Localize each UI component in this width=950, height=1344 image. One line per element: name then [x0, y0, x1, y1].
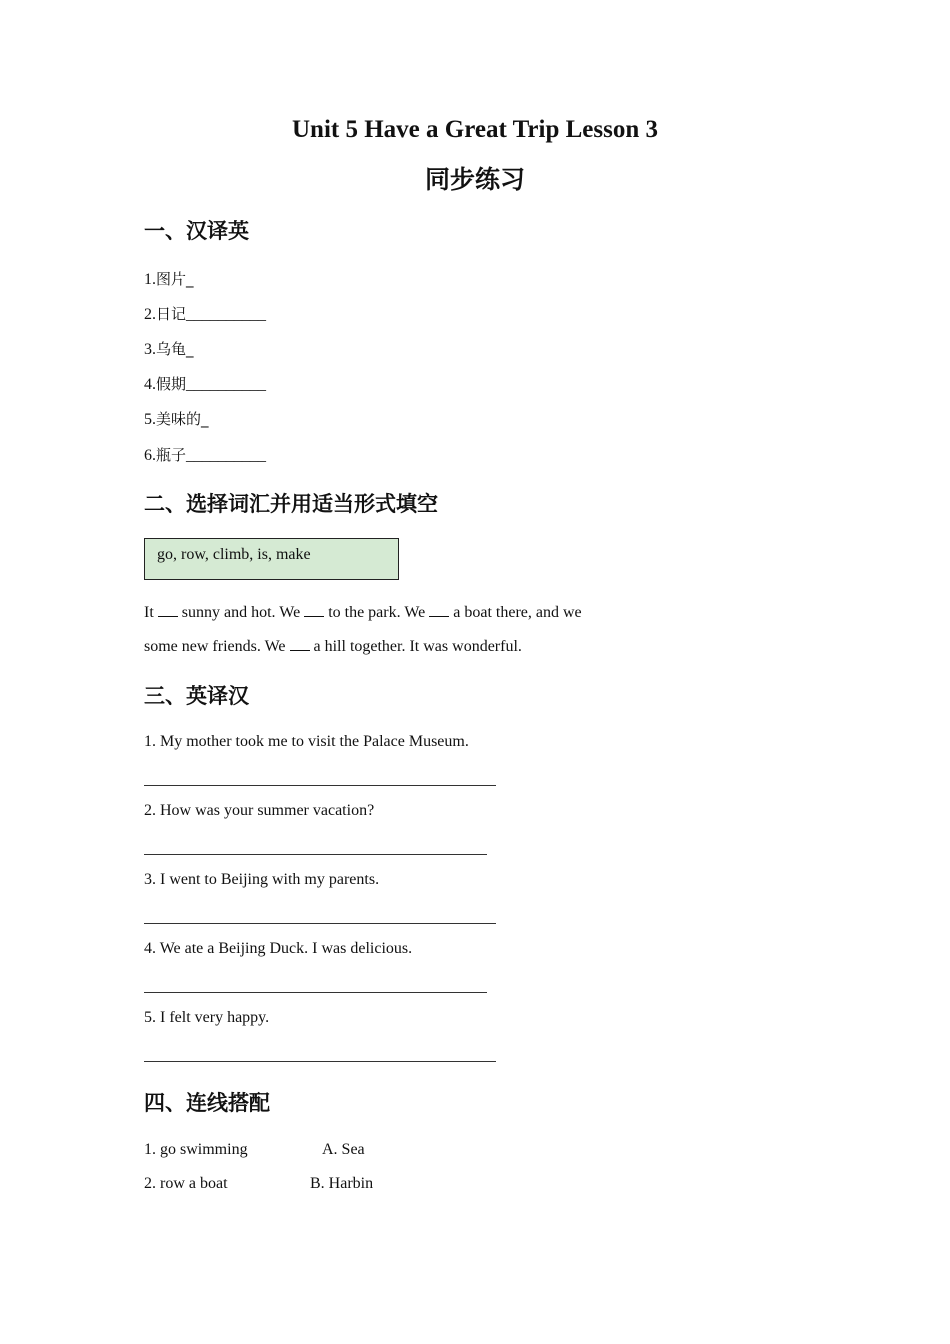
match-left-item[interactable]: 1. go swimming — [144, 1141, 248, 1158]
vocab-item: 2.日记__________ — [144, 305, 267, 323]
passage-line-1: It sunny and hot. We to the park. We a boat there, and we — [144, 604, 582, 621]
answer-blank[interactable]: __________ — [186, 306, 267, 323]
section-heading-fill-blanks: 二、选择词汇并用适当形式填空 — [144, 492, 438, 516]
passage-line-2: some new friends. We a hill together. It was wonderful. — [144, 638, 522, 655]
vocab-item: 6.瓶子__________ — [144, 446, 267, 464]
answer-blank[interactable] — [290, 636, 310, 651]
match-right-item[interactable]: A. Sea — [322, 1141, 365, 1158]
answer-blank[interactable] — [158, 602, 178, 617]
match-left-item[interactable]: 2. row a boat — [144, 1175, 228, 1192]
sentence-item: 1. My mother took me to visit the Palace Museum. — [144, 733, 469, 750]
vocab-item: 1.图片_ — [144, 270, 194, 288]
match-right-item[interactable]: B. Harbin — [310, 1175, 374, 1192]
answer-blank[interactable] — [429, 602, 449, 617]
vocab-item: 5.美味的_ — [144, 410, 209, 428]
vocab-item: 4.假期__________ — [144, 375, 267, 393]
answer-blank[interactable] — [304, 602, 324, 617]
sentence-item: 4. We ate a Beijing Duck. I was delicious. — [144, 940, 413, 957]
vocab-item: 3.乌龟_ — [144, 340, 194, 358]
sentence-item: 2. How was your summer vacation? — [144, 802, 375, 819]
section-heading-matching: 四、连线搭配 — [144, 1091, 270, 1115]
answer-line[interactable] — [144, 785, 496, 786]
answer-line[interactable] — [144, 854, 487, 855]
answer-line[interactable] — [144, 1061, 496, 1062]
worksheet-subtitle: 同步练习 — [424, 165, 525, 194]
section-heading-translate-cn-en: 一、汉译英 — [144, 219, 249, 243]
worksheet-title: Unit 5 Have a Great Trip Lesson 3 — [292, 116, 658, 143]
answer-line[interactable] — [144, 923, 496, 924]
answer-blank[interactable]: __________ — [186, 447, 267, 464]
answer-blank[interactable]: __________ — [186, 376, 267, 393]
answer-line[interactable] — [144, 992, 487, 993]
sentence-item: 5. I felt very happy. — [144, 1009, 270, 1026]
word-bank-box: go, row, climb, is, make — [144, 538, 399, 580]
sentence-item: 3. I went to Beijing with my parents. — [144, 871, 380, 888]
section-heading-translate-en-cn: 三、英译汉 — [144, 684, 249, 708]
